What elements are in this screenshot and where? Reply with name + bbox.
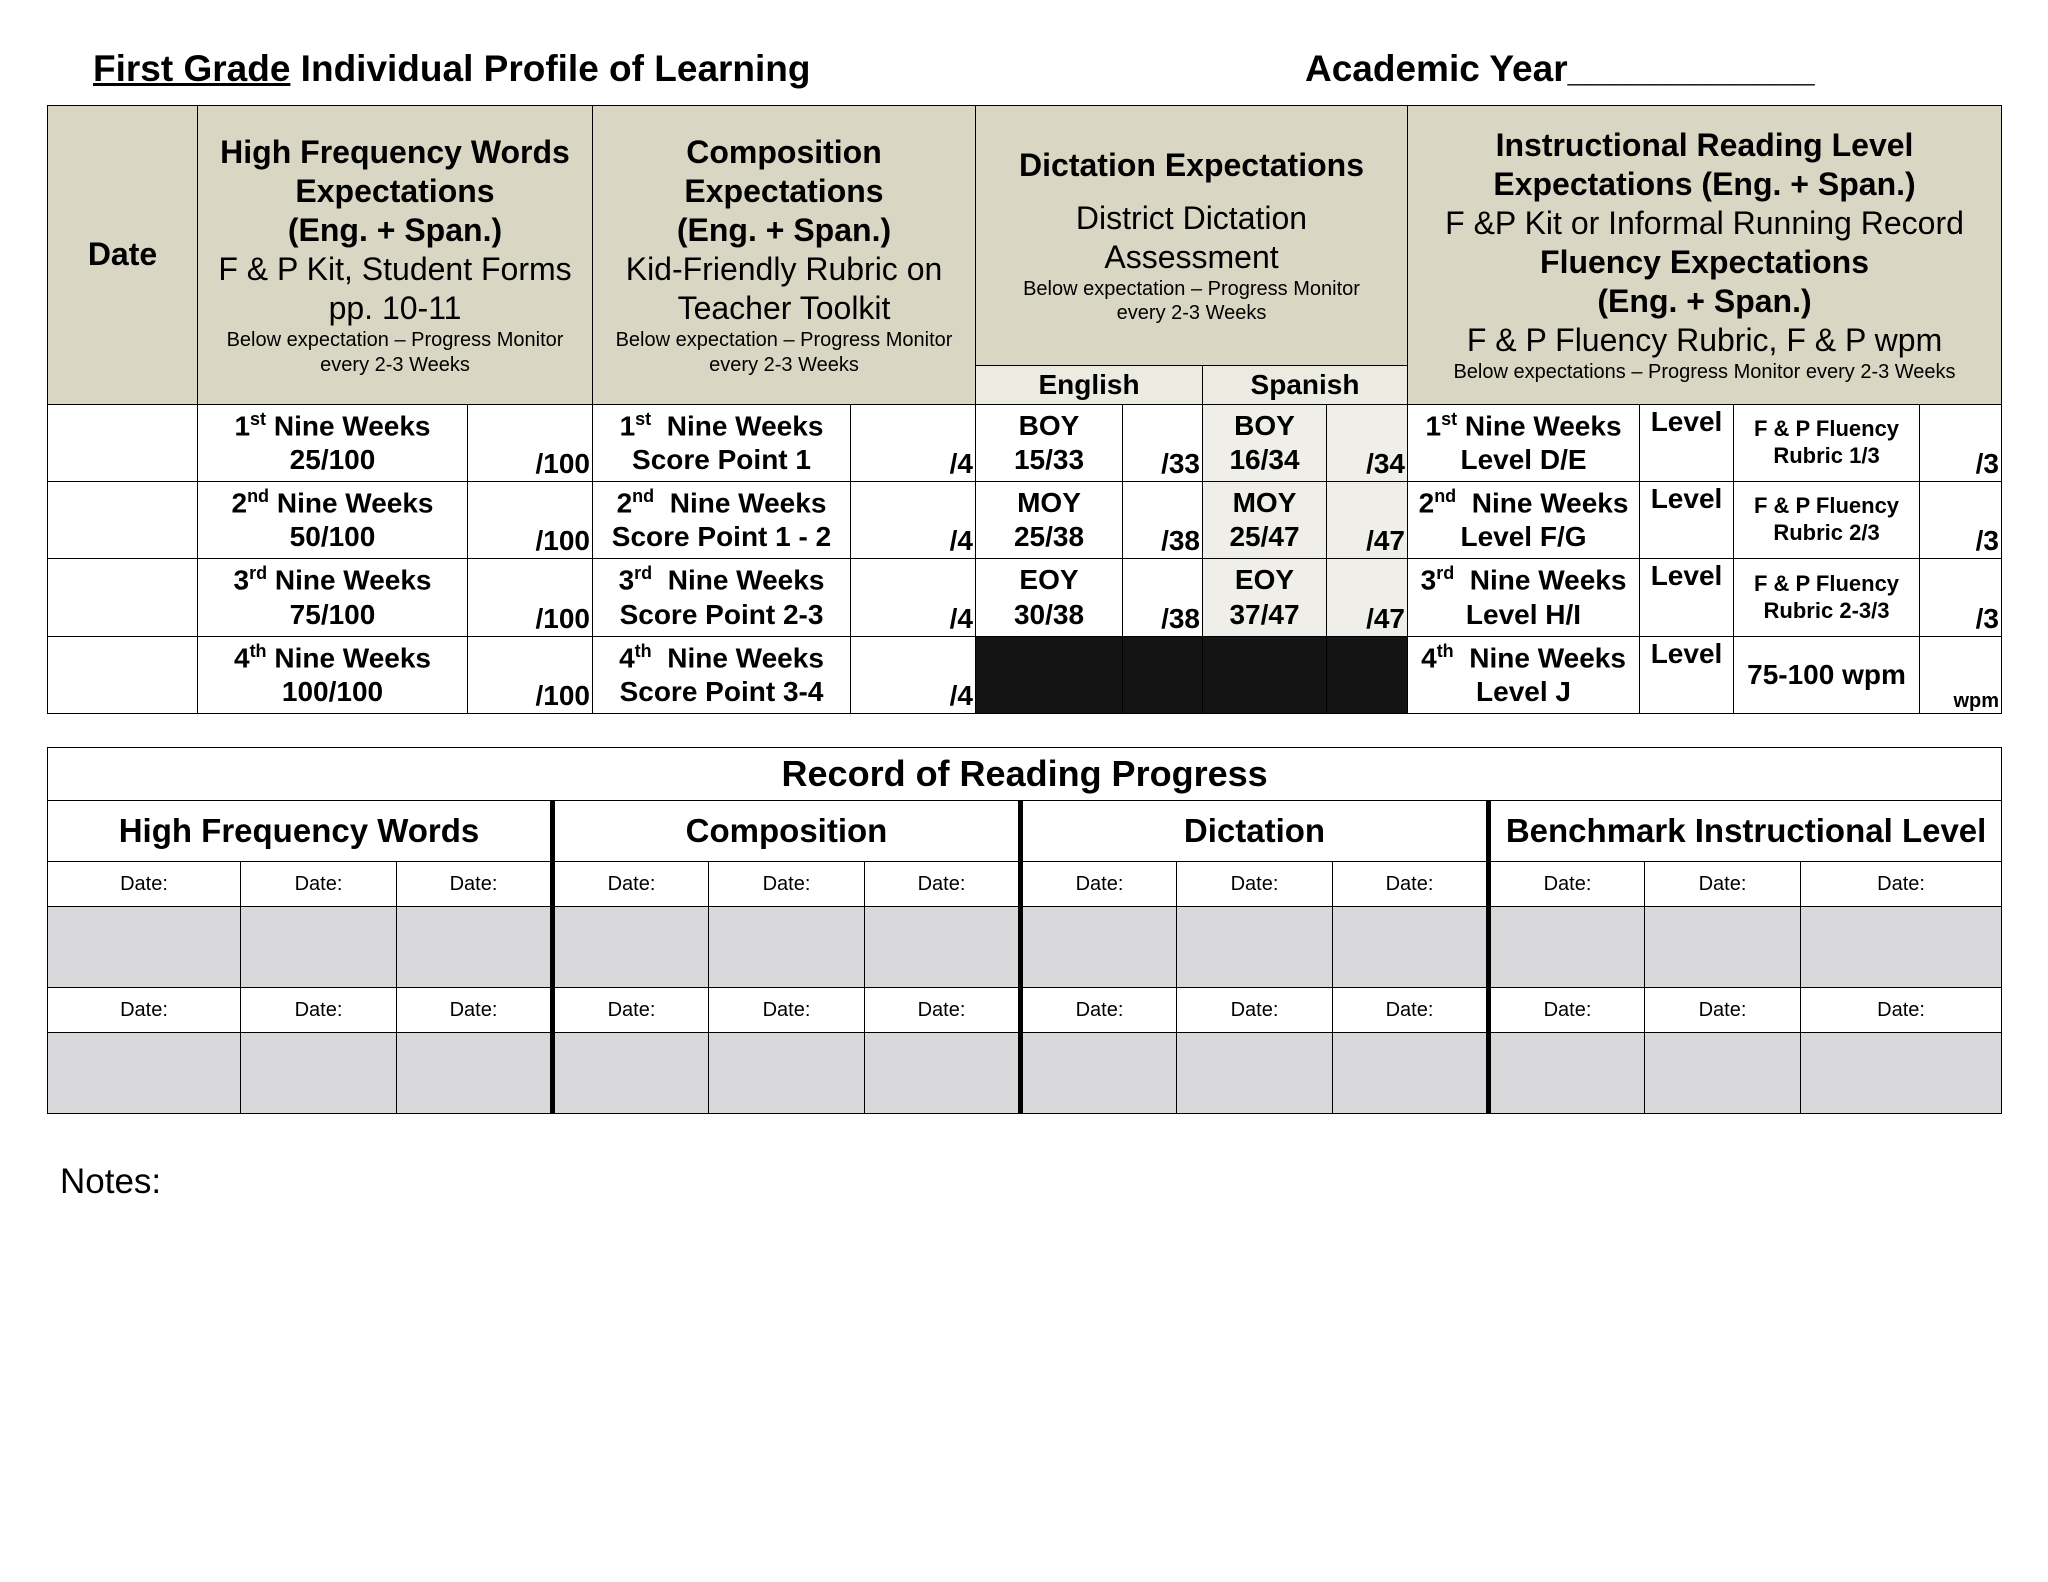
entry-cell[interactable] xyxy=(1333,1033,1489,1114)
date-label: Date: xyxy=(553,862,709,907)
entry-cell[interactable] xyxy=(553,1033,709,1114)
composition-score[interactable]: /4 xyxy=(851,559,976,637)
entry-cell[interactable] xyxy=(553,907,709,988)
date-label: Date: xyxy=(241,988,397,1033)
entry-cell[interactable] xyxy=(48,1033,241,1114)
english-target: BOY 15/33 xyxy=(976,405,1123,482)
entry-cell[interactable] xyxy=(397,1033,553,1114)
hfw-score[interactable]: /100 xyxy=(468,637,593,714)
composition-target: 3rd Nine Weeks Score Point 2-3 xyxy=(593,559,851,637)
entry-cell[interactable] xyxy=(1801,1033,2002,1114)
document-title xyxy=(93,48,811,90)
fluency-score[interactable]: /3 xyxy=(1920,405,2002,482)
spanish-target: EOY 37/47 xyxy=(1203,559,1327,637)
spanish-score[interactable]: /47 xyxy=(1327,482,1408,559)
entry-cell[interactable] xyxy=(397,907,553,988)
entry-cell[interactable] xyxy=(1177,907,1333,988)
date-label: Date: xyxy=(397,988,553,1033)
english-target: EOY 30/38 xyxy=(976,559,1123,637)
blocked-cell xyxy=(1123,637,1203,714)
date-label: Date: xyxy=(1021,862,1177,907)
english-score[interactable]: /33 xyxy=(1123,405,1203,482)
level-cell[interactable]: Level xyxy=(1640,482,1734,559)
table-row xyxy=(48,637,2002,714)
entry-cell[interactable] xyxy=(1489,1033,1645,1114)
level-cell[interactable]: Level xyxy=(1640,637,1734,714)
date-label: Date: xyxy=(865,862,1021,907)
reading-level-header: Instructional Reading Level Expectations (Eng. + Span.) F &P Kit or Informal Running Record Fluency Expectations (Eng. + Span.) F & P Fluency Rubric, F & P wpm Below expectations – Progress Monitor every 2-3 Weeks xyxy=(1408,106,2002,405)
reading-level-target: 2nd Nine Weeks Level F/G xyxy=(1408,482,1640,559)
table-row xyxy=(48,405,2002,482)
english-score[interactable]: /38 xyxy=(1123,559,1203,637)
date-cell[interactable] xyxy=(48,405,198,482)
title-rest: Individual Profile of Learning xyxy=(290,48,811,89)
blocked-cell xyxy=(1203,637,1327,714)
fluency-score[interactable]: /3 xyxy=(1920,559,2002,637)
spanish-score[interactable]: /47 xyxy=(1327,559,1408,637)
entry-cell[interactable] xyxy=(1489,907,1645,988)
hfw-target: 2nd Nine Weeks 50/100 xyxy=(198,482,468,559)
fluency-score[interactable]: wpm xyxy=(1920,637,2002,714)
entry-cell[interactable] xyxy=(709,907,865,988)
entry-cell[interactable] xyxy=(1645,1033,1801,1114)
date-label: Date: xyxy=(553,988,709,1033)
date-cell[interactable] xyxy=(48,482,198,559)
date-label: Date: xyxy=(709,862,865,907)
date-cell[interactable] xyxy=(48,637,198,714)
english-score[interactable]: /38 xyxy=(1123,482,1203,559)
hfw-score[interactable]: /100 xyxy=(468,405,593,482)
entry-cell[interactable] xyxy=(1177,1033,1333,1114)
hfw-score[interactable]: /100 xyxy=(468,482,593,559)
entry-cell[interactable] xyxy=(865,1033,1021,1114)
spanish-score[interactable]: /34 xyxy=(1327,405,1408,482)
entry-cell[interactable] xyxy=(48,907,241,988)
entry-cell[interactable] xyxy=(709,1033,865,1114)
fluency-score[interactable]: /3 xyxy=(1920,482,2002,559)
record-title: Record of Reading Progress xyxy=(48,748,2002,801)
date-label: Date: xyxy=(48,988,241,1033)
date-label: Date: xyxy=(241,862,397,907)
entry-cell[interactable] xyxy=(1645,907,1801,988)
date-label: Date: xyxy=(1801,988,2002,1033)
date-label: Date: xyxy=(1021,988,1177,1033)
composition-score[interactable]: /4 xyxy=(851,405,976,482)
reading-level-target: 3rd Nine Weeks Level H/I xyxy=(1408,559,1640,637)
composition-target: 4th Nine Weeks Score Point 3-4 xyxy=(593,637,851,714)
date-label: Date: xyxy=(1333,862,1489,907)
hfw-target: 3rd Nine Weeks 75/100 xyxy=(198,559,468,637)
date-label: Date: xyxy=(865,988,1021,1033)
english-subheader: English xyxy=(976,366,1203,405)
table-row xyxy=(48,559,2002,637)
entry-cell[interactable] xyxy=(1333,907,1489,988)
date-label: Date: xyxy=(1489,988,1645,1033)
hfw-header: High Frequency Words Expectations (Eng. + Span.) F & P Kit, Student Forms pp. 10-11 Below expectation – Progress Monitor every 2-3 Weeks xyxy=(198,106,593,405)
section-hfw: High Frequency Words xyxy=(48,801,553,862)
composition-target: 2nd Nine Weeks Score Point 1 - 2 xyxy=(593,482,851,559)
section-composition: Composition xyxy=(553,801,1021,862)
level-cell[interactable]: Level xyxy=(1640,559,1734,637)
fluency-target: F & P Fluency Rubric 1/3 xyxy=(1734,405,1920,482)
academic-year-field: Academic Year____________ xyxy=(1305,48,1815,89)
date-header: Date xyxy=(48,106,198,405)
date-label: Date: xyxy=(709,988,865,1033)
spanish-subheader: Spanish xyxy=(1203,366,1408,405)
table-row xyxy=(48,482,2002,559)
level-cell[interactable]: Level xyxy=(1640,405,1734,482)
date-label: Date: xyxy=(1333,988,1489,1033)
hfw-score[interactable]: /100 xyxy=(468,559,593,637)
profile-table xyxy=(47,105,2002,714)
date-label: Date: xyxy=(1645,988,1801,1033)
date-label: Date: xyxy=(1489,862,1645,907)
reading-level-target: 1st Nine Weeks Level D/E xyxy=(1408,405,1640,482)
notes-label: Notes: xyxy=(60,1162,162,1201)
reading-level-target: 4th Nine Weeks Level J xyxy=(1408,637,1640,714)
entry-cell[interactable] xyxy=(1021,907,1177,988)
entry-cell[interactable] xyxy=(1801,907,2002,988)
spanish-target: BOY 16/34 xyxy=(1203,405,1327,482)
fluency-target: F & P Fluency Rubric 2/3 xyxy=(1734,482,1920,559)
section-benchmark: Benchmark Instructional Level xyxy=(1489,801,2002,862)
spanish-target: MOY 25/47 xyxy=(1203,482,1327,559)
composition-score[interactable]: /4 xyxy=(851,482,976,559)
date-label: Date: xyxy=(48,862,241,907)
composition-score[interactable]: /4 xyxy=(851,637,976,714)
record-of-reading-progress xyxy=(47,747,2002,1114)
entry-cell[interactable] xyxy=(241,1033,397,1114)
english-target: MOY 25/38 xyxy=(976,482,1123,559)
date-label: Date: xyxy=(1801,862,2002,907)
section-dictation: Dictation xyxy=(1021,801,1489,862)
fluency-target: 75-100 wpm xyxy=(1734,637,1920,714)
blocked-cell xyxy=(1327,637,1408,714)
entry-cell[interactable] xyxy=(241,907,397,988)
composition-header: Composition Expectations (Eng. + Span.) Kid-Friendly Rubric on Teacher Toolkit Below expectation – Progress Monitor every 2-3 Weeks xyxy=(593,106,976,405)
fluency-target: F & P Fluency Rubric 2-3/3 xyxy=(1734,559,1920,637)
hfw-target: 4th Nine Weeks 100/100 xyxy=(198,637,468,714)
date-label: Date: xyxy=(1177,862,1333,907)
dictation-header: Dictation Expectations District Dictation Assessment Below expectation – Progress Monitor every 2-3 Weeks xyxy=(976,106,1408,366)
date-label: Date: xyxy=(397,862,553,907)
entry-cell[interactable] xyxy=(1021,1033,1177,1114)
grade-label: First Grade xyxy=(93,48,291,89)
date-label: Date: xyxy=(1645,862,1801,907)
hfw-target: 1st Nine Weeks 25/100 xyxy=(198,405,468,482)
composition-target: 1st Nine Weeks Score Point 1 xyxy=(593,405,851,482)
date-cell[interactable] xyxy=(48,559,198,637)
blocked-cell xyxy=(976,637,1123,714)
entry-cell[interactable] xyxy=(865,907,1021,988)
date-label: Date: xyxy=(1177,988,1333,1033)
